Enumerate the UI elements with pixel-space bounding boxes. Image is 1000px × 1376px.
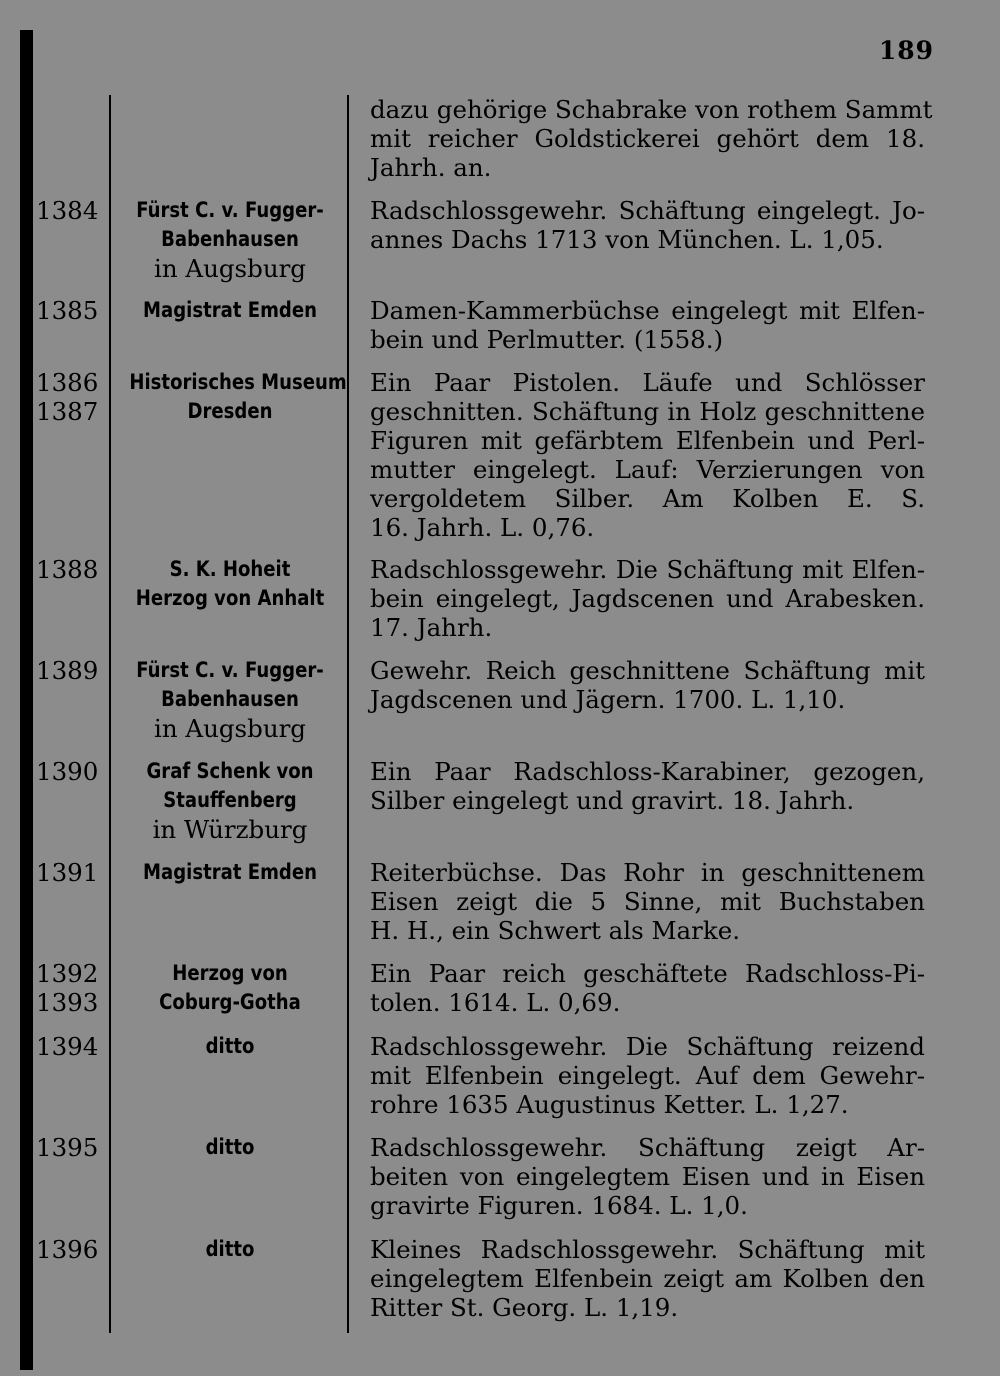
owner-line: ditto	[205, 1237, 255, 1261]
entry-number	[36, 196, 102, 225]
entry-owner	[113, 656, 347, 743]
entry-owner	[113, 196, 347, 283]
entry-number-line: 1391	[36, 858, 99, 887]
owner-line: Herzog von	[172, 961, 288, 985]
text-line: eingelegtem Elfenbein zeigt am Kolben den	[370, 1264, 925, 1293]
text-line: H. H., ein Schwert als Marke.	[370, 916, 741, 945]
entry-description	[370, 196, 925, 254]
text-line: Jagdscenen und Jägern. 1700. L. 1,10.	[370, 685, 846, 714]
text-line: Ritter St. Georg. L. 1,19.	[370, 1293, 679, 1322]
entry-number	[36, 1235, 102, 1264]
entry-number-line: 1387	[36, 397, 99, 426]
entry-number-line: 1396	[36, 1235, 99, 1264]
text-line: 16. Jahrh. L. 0,76.	[370, 513, 595, 542]
entry-owner	[113, 1133, 347, 1162]
entry-number	[36, 555, 102, 584]
text-line: mutter eingelegt. Lauf: Verzierungen von	[370, 455, 925, 484]
continuation-text	[370, 95, 933, 182]
entry-number-line: 1394	[36, 1032, 99, 1061]
column-rule-right	[347, 95, 349, 1333]
owner-line: Herzog von Anhalt	[135, 586, 325, 610]
owner-line: Babenhausen	[161, 227, 299, 251]
entry-number	[36, 959, 102, 1017]
entry-number-line: 1389	[36, 656, 99, 685]
text-line: annes Dachs 1713 von München. L. 1,05.	[370, 225, 884, 254]
text-line: rohre 1635 Augustinus Ketter. L. 1,27.	[370, 1090, 849, 1119]
owner-line: Fürst C. v. Fugger-	[136, 658, 324, 682]
text-line: mit Elfenbein eingelegt. Auf dem Gewehr-	[370, 1061, 925, 1090]
entry-number-line: 1395	[36, 1133, 99, 1162]
text-line: Radschlossgewehr. Die Schäftung reizend	[370, 1032, 925, 1061]
text-line: Radschlossgewehr. Schäftung zeigt Ar-	[370, 1133, 925, 1162]
entry-number-line: 1385	[36, 296, 99, 325]
entry-number-line: 1384	[36, 196, 99, 225]
entry-owner	[113, 1032, 347, 1061]
entry-number-line: 1392	[36, 959, 99, 988]
text-line: Figuren mit gefärbtem Elfenbein und Perl-	[370, 426, 925, 455]
text-line: bein eingelegt, Jagdscenen und Arabesken.	[370, 584, 925, 613]
text-line: Eisen zeigt die 5 Sinne, mit Buchstaben	[370, 887, 925, 916]
text-line: Kleines Radschlossgewehr. Schäftung mit	[370, 1235, 925, 1264]
text-line: Reiterbüchse. Das Rohr in geschnittenem	[370, 858, 925, 887]
text-line: Jahrh. an.	[370, 153, 492, 182]
owner-line: in Augsburg	[154, 254, 306, 283]
text-line: Gewehr. Reich geschnittene Schäftung mit	[370, 656, 925, 685]
entry-description	[370, 656, 925, 714]
text-line: bein und Perlmutter. (1558.)	[370, 325, 724, 354]
entry-number	[36, 296, 102, 325]
text-line: Ein Paar Radschloss-Karabiner, gezogen,	[370, 757, 925, 786]
owner-line: ditto	[205, 1135, 255, 1159]
owner-line: Magistrat Emden	[143, 298, 317, 322]
entry-owner	[113, 757, 347, 844]
owner-line: Historisches Museum	[129, 370, 347, 394]
entry-owner	[113, 368, 347, 426]
text-line: dazu gehörige Schabrake von rothem Sammt	[370, 95, 933, 124]
entry-number	[36, 757, 102, 786]
text-line: Silber eingelegt und gravirt. 18. Jahrh.	[370, 786, 855, 815]
text-line: vergoldetem Silber. Am Kolben E. S.	[370, 484, 925, 513]
owner-line: Babenhausen	[161, 687, 299, 711]
entry-owner	[113, 959, 347, 1017]
page-number: 189	[878, 36, 934, 65]
text-line: Ein Paar reich geschäftete Radschloss-Pi-	[370, 959, 925, 988]
entry-number-line: 1388	[36, 555, 99, 584]
owner-line: Coburg-Gotha	[159, 990, 301, 1014]
entry-number	[36, 368, 102, 426]
text-line: beiten von eingelegtem Eisen und in Eisen	[370, 1162, 925, 1191]
entry-description	[370, 1235, 925, 1322]
entry-description	[370, 1133, 925, 1220]
owner-line: Fürst C. v. Fugger-	[136, 198, 324, 222]
entry-number	[36, 1133, 102, 1162]
text-line: Ein Paar Pistolen. Läufe und Schlösser	[370, 368, 925, 397]
entry-number	[36, 1032, 102, 1061]
entry-description	[370, 959, 925, 1017]
owner-line: Graf Schenk von	[146, 759, 314, 783]
entry-number	[36, 656, 102, 685]
owner-line: Magistrat Emden	[143, 860, 317, 884]
entry-description	[370, 1032, 925, 1119]
entry-number-line: 1393	[36, 988, 99, 1017]
owner-line: in Würzburg	[152, 815, 308, 844]
text-line: 17. Jahrh.	[370, 613, 493, 642]
text-line: Radschlossgewehr. Schäftung eingelegt. Jo-	[370, 196, 925, 225]
owner-line: in Augsburg	[154, 714, 306, 743]
book-binding-edge	[20, 30, 33, 1370]
owner-line: S. K. Hoheit	[169, 557, 291, 581]
entry-number	[36, 858, 102, 887]
text-line: mit reicher Goldstickerei gehört dem 18.	[370, 124, 925, 153]
text-line: geschnitten. Schäftung in Holz geschnittene	[370, 397, 925, 426]
entry-description	[370, 368, 925, 542]
entry-description	[370, 858, 925, 945]
text-line: Radschlossgewehr. Die Schäftung mit Elfen-	[370, 555, 925, 584]
text-line: tolen. 1614. L. 0,69.	[370, 988, 621, 1017]
entry-owner	[113, 858, 347, 887]
entry-number-line: 1386	[36, 368, 99, 397]
owner-line: Dresden	[187, 399, 273, 423]
column-rule-left	[109, 95, 111, 1333]
text-line: gravirte Figuren. 1684. L. 1,0.	[370, 1191, 748, 1220]
entry-description	[370, 296, 925, 354]
entry-number-line: 1390	[36, 757, 99, 786]
entry-owner	[113, 555, 347, 613]
owner-line: ditto	[205, 1034, 255, 1058]
entry-owner	[113, 296, 347, 325]
owner-line: Stauffenberg	[163, 788, 297, 812]
entry-owner	[113, 1235, 347, 1264]
entry-description	[370, 757, 925, 815]
text-line: Damen-Kammerbüchse eingelegt mit Elfen-	[370, 296, 925, 325]
entry-description	[370, 555, 925, 642]
